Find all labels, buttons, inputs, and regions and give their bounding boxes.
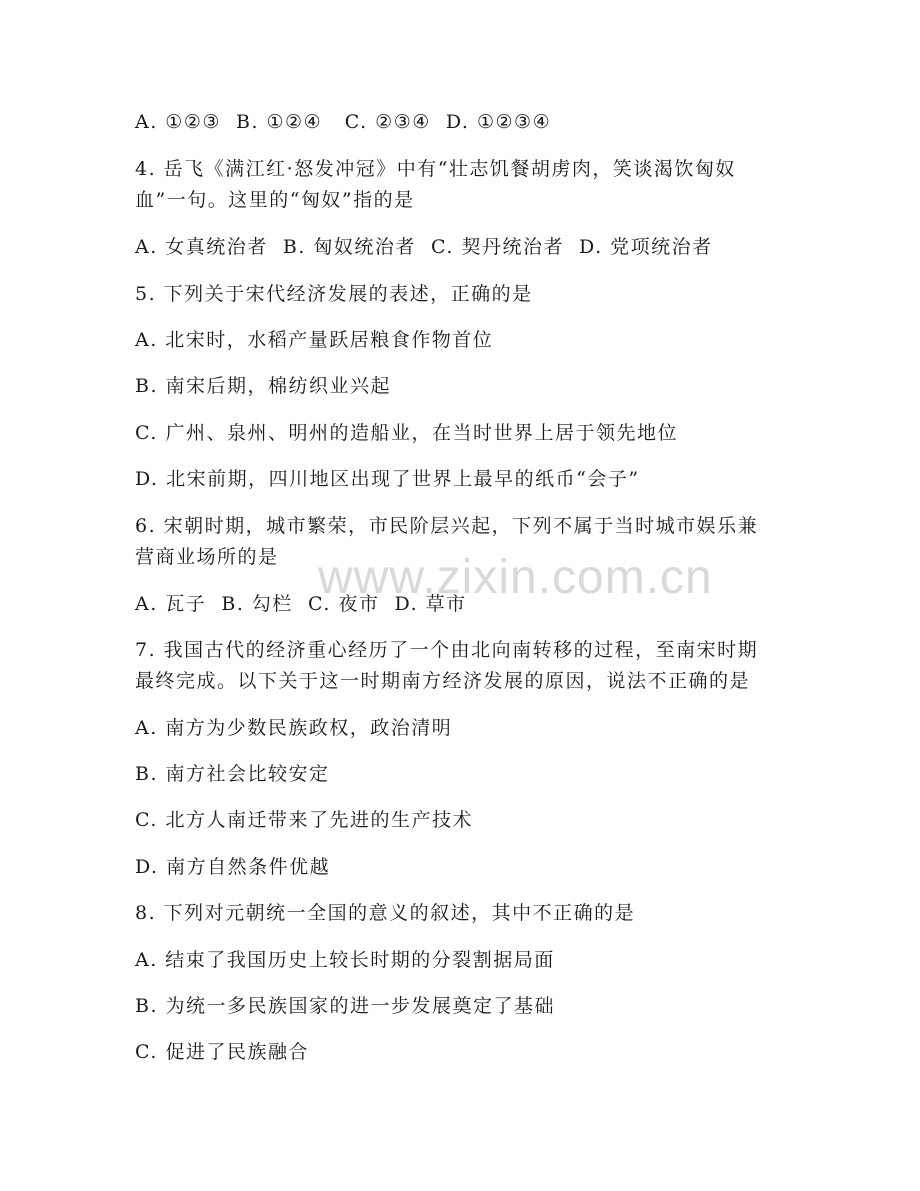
q8-option-b: B. 为统一多民族国家的进一步发展奠定了基础 <box>135 995 556 1017</box>
q5-option-b: B. 南宋后期，棉纺织业兴起 <box>135 375 392 397</box>
q7-option-d: D. 南方自然条件优越 <box>135 856 331 878</box>
q7-option-b: B. 南方社会比较安定 <box>135 763 330 785</box>
q7-stem-line-2: 最终完成。以下关于这一时期南方经济发展的原因，说法不正确的是 <box>135 670 751 692</box>
q3-options: A. ①②③ B. ①②④ C. ②③④ D. ①②③④ <box>135 111 552 133</box>
q5-option-d: D. 北宋前期，四川地区出现了世界上最早的纸币“会子” <box>135 468 640 490</box>
q5-stem: 5. 下列关于宋代经济发展的表述，正确的是 <box>135 283 533 305</box>
q6-stem-line-2: 营商业场所的是 <box>135 546 279 568</box>
q5-option-a: A. 北宋时，水稻产量跃居粮食作物首位 <box>135 329 494 351</box>
q8-option-c: C. 促进了民族融合 <box>135 1041 309 1063</box>
q7-stem-line-1: 7. 我国古代的经济重心经历了一个由北向南转移的过程，至南宋时期 <box>135 639 759 661</box>
watermark: www.zixin.com.cn <box>318 551 713 604</box>
q7-option-c: C. 北方人南迁带来了先进的生产技术 <box>135 809 473 831</box>
q7-option-a: A. 南方为少数民族政权，政治清明 <box>135 717 453 739</box>
q5-option-c: C. 广州、泉州、明州的造船业，在当时世界上居于领先地位 <box>135 422 678 444</box>
q4-stem-line-1: 4. 岳飞《满江红·怒发冲冠》中有“壮志饥餐胡虏肉，笑谈渴饮匈奴 <box>135 158 736 180</box>
q8-stem: 8. 下列对元朝统一全国的意义的叙述，其中不正确的是 <box>135 902 636 924</box>
q8-option-a: A. 结束了我国历史上较长时期的分裂割据局面 <box>135 949 555 971</box>
q6-options: A. 瓦子 B. 勾栏 C. 夜市 D. 草市 <box>135 593 467 615</box>
q6-stem-line-1: 6. 宋朝时期，城市繁荣，市民阶层兴起，下列不属于当时城市娱乐兼 <box>135 515 759 537</box>
q4-stem-line-2: 血”一句。这里的“匈奴”指的是 <box>135 189 415 211</box>
q4-options: A. 女真统治者 B. 匈奴统治者 C. 契丹统治者 D. 党项统治者 <box>135 236 713 258</box>
